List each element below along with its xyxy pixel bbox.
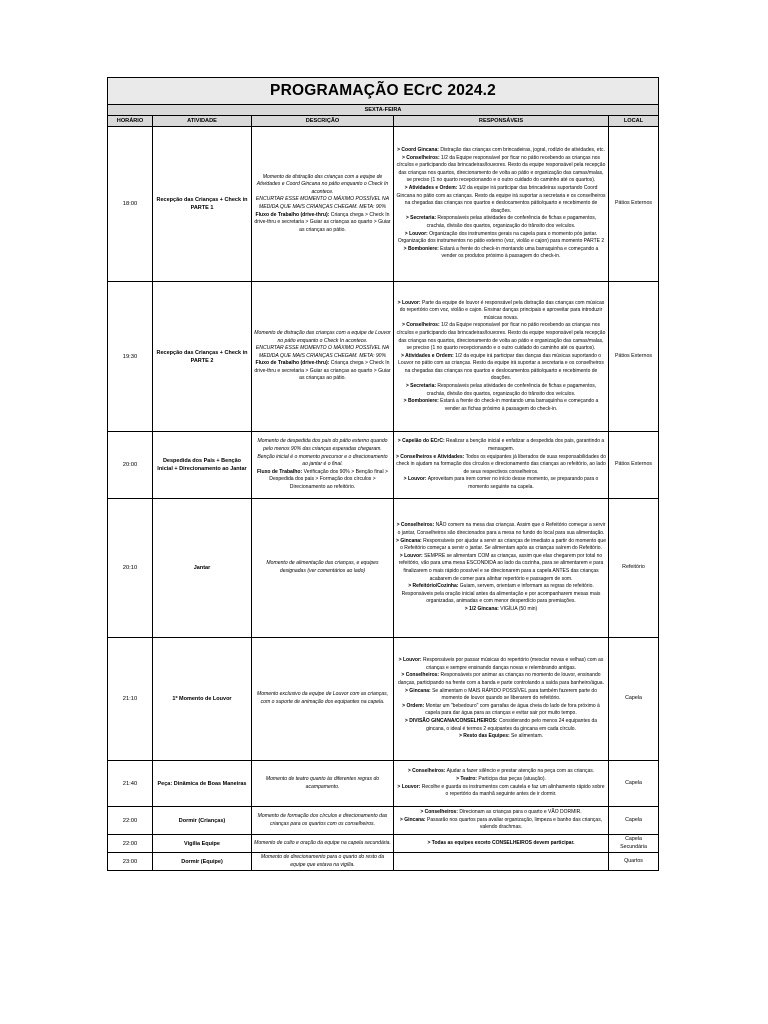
row-responsibles	[394, 282, 609, 432]
description-paragraph: Momento de distração das crianças com a equipe de Louvor no pátio enquanto o Check In acontece.	[254, 329, 391, 344]
responsible-item: > Todas as equipes exceto CONSELHEIROS devem participar.	[427, 839, 575, 846]
column-header-atividade: ATIVIDADE	[153, 116, 252, 127]
responsible-item: > Refeitório/Cozinha: Guiam, servem, orientam e informam as regras do refeitório. Responsáveis pela oração inicial antes da alimentação e por acompanharem mesas mais organizadas, animadas e com menor desperdício para premiações.	[401, 583, 601, 605]
description-paragraph: ENCURTAR ESSE MOMENTO O MÁXIMO POSSÍVEL NA MEDIDA QUE MAIS CRIANÇAS CHEGAM. META: 90%	[255, 345, 390, 359]
row-description	[252, 638, 394, 761]
row-location: Pátios Externos	[609, 127, 659, 282]
row-location: Capela	[609, 638, 659, 761]
description-paragraph: Fluxo de Trabalho: Verificação dos 90% > Benção final > Despedida dos pais > Formação dos círculos > Direcionamento ao refeitório.	[256, 468, 389, 490]
responsible-item: > Louvor: SEMPRE se alimentam COM as crianças, assim que elas chegarem por total no refeitório, vão para uma mesa ESCONDIDA ao lado da cozinha, para se alimentarem e para finalizarem o mais rápido possível e se direcionarem para a capela ANTES das crianças acabarem de comer para alinhar repertório e passagem de som.	[398, 552, 604, 582]
responsible-item: > Gincana: Responsáveis por ajudar a servir as crianças de imediato a partir do momento que o Refeitório começar a servir o jantar. Se alimentam após as crianças saírem do Refeitório.	[396, 537, 606, 552]
responsible-item: > Resto das Equipes: Se alimentam.	[458, 733, 544, 740]
responsible-item: > Louvor: Parte da equipe de louvor é responsável pela distração das crianças com músicas do repertório com voz, violão e cajon. Ensinar danças principais e aproveitar para introduzir músicas novas.	[397, 299, 605, 321]
row-activity: Recepção das Crianças + Check in PARTE 2	[153, 282, 252, 432]
responsible-item: > Capelão do ECrC: Realizar a benção inicial e enfatizar a despedida dos pais, garantindo a mensagem.	[397, 438, 605, 453]
table-body	[108, 127, 659, 871]
table-row	[108, 282, 659, 432]
responsible-item: > Coord Gincana: Distração das crianças com brincadeiras, jogral, rodízio de atividades, etc.	[397, 147, 605, 154]
responsible-item: > Bomboniere: Estará a frente do check-in montando uma barraquinha e começando a vender as fichas próximo à passagem do check-in.	[403, 398, 599, 412]
responsible-item: > Conselheiros e Atividades: Todos os equipantes já liberados de suas responsabilidades do check in ajudam na formação dos círculos e direcionamento das crianças ao refeitório, ao lado de seus respectivos conselheiros.	[396, 453, 606, 475]
row-time: 22:00	[108, 835, 153, 853]
row-location: Refeitório	[609, 499, 659, 638]
responsible-item: > Conselheiros: 1/2 da Equipe responsável por ficar no pátio recebendo as crianças nos círculos e participando das brincadeiras/louvores. Resto da equipe responsável pela recepção das crianças nos quartos, direcionamento de volta ao pátio e organização das camas/malas, se preciso (1 no quarto recepcionando e o outro cuidado do caminho até os quartos).	[396, 322, 606, 352]
table-row	[108, 835, 659, 853]
row-description	[252, 432, 394, 499]
responsible-item: > DIVISÃO GINCANA/CONSELHEIROS: Considerando pelo menos 24 equipantes da gincana, o ideal é termos 2 equipantes da gincana em cada círculo.	[404, 717, 598, 732]
table-row	[108, 127, 659, 282]
row-time: 21:40	[108, 761, 153, 807]
description-paragraph: Momento de teatro quanto às diferentes regras do acampamento.	[265, 775, 380, 790]
description-paragraph: Momento de culto e oração da equipe na capela secundária.	[254, 839, 391, 846]
day-label: SEXTA-FEIRA	[108, 105, 659, 116]
row-activity: Vigília Equipe	[153, 835, 252, 853]
row-time: 18:00	[108, 127, 153, 282]
responsible-item: > Louvor: Aproveitam para irem comer no início desse momento, se preparando para o momento seguinte na capela.	[403, 476, 599, 490]
table-row	[108, 761, 659, 807]
responsible-item: > Bomboniere: Estará a frente do check-in montando uma barraquinha e começando a vender os produtos próximo à passagem do check-in.	[403, 245, 599, 260]
responsible-item: > Atividades e Ordem: 1/2 da equipe irá participar das brincadeiras suportando Coord Gincana no pátio com as crianças. Resto da equipe irá suportar a secretaria e os conselheiros na chegadas das crianças nos quartos e deslocamentos pátio/quarto e recebimento de doações.	[396, 185, 606, 214]
row-activity: 1º Momento de Louvor	[153, 638, 252, 761]
page-title: PROGRAMAÇÃO ECrC 2024.2	[108, 78, 659, 105]
row-location: Capela	[609, 807, 659, 835]
row-time: 20:10	[108, 499, 153, 638]
column-header-descricao: DESCRIÇÃO	[252, 116, 394, 127]
description-paragraph: Momento exclusivo da equipe de Louvor com as crianças, com o suporte de animação dos equipantes na capela.	[256, 691, 389, 705]
row-activity: Dormir (Equipe)	[153, 853, 252, 871]
row-location: Capela Secundária	[609, 835, 659, 853]
table-row	[108, 432, 659, 499]
row-description	[252, 807, 394, 835]
responsible-item: > Gincana: Se alimentam o MAIS RÁPIDO POSSÍVEL para também fazerem parte do momento de louvor quando se liberarem do refeitório.	[405, 687, 597, 702]
row-responsibles	[394, 638, 609, 761]
row-responsibles	[394, 432, 609, 499]
row-responsibles	[394, 807, 609, 835]
column-header-local: LOCAL	[609, 116, 659, 127]
responsible-item: > Ordem: Montar um "bebedouro" com garrafas de água cheia do lado de fora próximo à capela para dar água para as crianças e evitar sair por muito tempo.	[402, 702, 600, 717]
row-time: 23:00	[108, 853, 153, 871]
row-description	[252, 761, 394, 807]
responsible-item: > Conselheiros: Responsáveis por animar as crianças no momento de louvor, ensinando danças, participando na frente com a banda e parte controlando a saída para banheiro/água.	[398, 672, 604, 687]
responsible-item: > Conselheiros: NÃO comem na mesa das crianças. Assim que o Refeitório começar a servir o jantar, Conselheiros são direcionados para a mesa no fundo do local para sua alimentação.	[396, 522, 606, 537]
column-header-horario: HORÁRIO	[108, 116, 153, 127]
row-activity: Recepção das Crianças + Check in PARTE 1	[153, 127, 252, 282]
description-paragraph: Momento de despedida dos pais do pátio externo quando pelo menos 90% das crianças esperadas chegaram. Benção inicial é o momento precursor e o direcionamento ao jantar é o final.	[257, 438, 388, 468]
table-header	[108, 116, 659, 127]
description-paragraph: Fluxo de Trabalho (drive-thru): Criança chega > Check In drive-thru e secretaria > Guiar as crianças ao quarto > Guiar as crianças ao pátio.	[254, 211, 391, 233]
responsible-item: > Louvor: Organização dos instrumentos gerais na capela para o momento pós jantar. Organização dos instrumentos no pátio externo (voz, violão e cajon) para momento PARTE 2	[397, 230, 605, 245]
row-time: 21:10	[108, 638, 153, 761]
responsible-item: > Secretaria: Responsáveis pelas atividades de conferência de fichas e pagamentos, crachás, divisão dos quartos, organização do trânsito dos veículos.	[405, 383, 597, 397]
row-activity: Despedida dos Pais + Benção Inicial + Direcionamento ao Jantar	[153, 432, 252, 499]
row-activity: Peça: Dinâmica de Boas Maneiras	[153, 761, 252, 807]
row-responsibles	[394, 835, 609, 853]
responsible-item: > Atividades e Ordem: 1/2 da equipe irá participar das danças das músicas suportando o Louvor no pátio com as crianças. Resto da equipe irá suportar a secretaria e os conselheiros na chegadas das crianças nos quartos e deslocamentos pátio/quarto e recebimento de doações.	[398, 352, 604, 382]
description-paragraph: Momento de distração das crianças com a equipe de Atividades e Coord Gincana no pátio enquanto o Check In acontece.	[256, 173, 389, 195]
row-description	[252, 127, 394, 282]
column-header-responsaveis: RESPONSÁVEIS	[394, 116, 609, 127]
row-time: 20:00	[108, 432, 153, 499]
row-location: Pátios Externos	[609, 282, 659, 432]
responsible-item: > Louvor: Recolhe e guarda os instrumentos com cautela e faz um alinhamento rápido sobre o repertório da manhã seguinte antes de ir dormir.	[397, 783, 605, 798]
row-activity: Jantar	[153, 499, 252, 638]
description-paragraph: Momento de formação dos círculos e direcionamento das crianças para os quartos com os conselheiros.	[257, 812, 388, 827]
table-row	[108, 638, 659, 761]
row-time: 22:00	[108, 807, 153, 835]
responsible-item: > Louvor: Responsáveis por passar músicas do repertório (mesclar novas e velhas) com as crianças e sempre ensinando danças novas e relembrando antigas.	[398, 657, 604, 671]
table-row	[108, 807, 659, 835]
row-responsibles	[394, 127, 609, 282]
row-responsibles	[394, 853, 609, 871]
responsible-item: > Conselheiros: 1/2 da Equipe responsável por ficar no pátio recebendo as crianças nos círculos e participando das brincadeiras/louvores. Resto da equipe responsável pela recepção das crianças nos quartos, direcionamento de volta ao pátio e organização das camas/malas, se preciso (1 no quarto recepcionando e o outro cuidado do caminho até os quartos).	[396, 154, 606, 184]
responsible-item: > Gincana: Passarão nos quartos para avaliar organização, limpeza e banho das crianças, valendo drachmas.	[399, 816, 603, 831]
row-responsibles	[394, 761, 609, 807]
row-responsibles	[394, 499, 609, 638]
row-description	[252, 835, 394, 853]
description-paragraph: ENCURTAR ESSE MOMENTO O MÁXIMO POSSÍVEL NA MEDIDA QUE MAIS CRIANÇAS CHEGAM. META: 90%	[255, 196, 390, 210]
responsible-item: > Teatro: Participa das peças (atuação).	[456, 775, 546, 782]
row-location: Capela	[609, 761, 659, 807]
table-row	[108, 499, 659, 638]
row-description	[252, 282, 394, 432]
description-paragraph: Momento de alimentação das crianças, e equipes designadas (ver comentários ao lado)	[266, 560, 379, 574]
row-time: 19:30	[108, 282, 153, 432]
table-row	[108, 853, 659, 871]
schedule-sheet	[107, 77, 658, 871]
row-activity: Dormir (Crianças)	[153, 807, 252, 835]
row-location: Quartos	[609, 853, 659, 871]
description-paragraph: Momento de direcionamento para o quarto do resto da equipe que estava na vigília.	[260, 853, 385, 868]
row-location: Pátios Externos	[609, 432, 659, 499]
row-description	[252, 499, 394, 638]
responsible-item: > Secretaria: Responsáveis pelas atividades de conferência de fichas e pagamentos, crachás, divisão dos quartos, organização do trânsito dos veículos.	[405, 215, 597, 229]
responsible-item: > 1/2 Gincana: VIGÍLIA (50 min)	[464, 605, 538, 612]
responsible-item: > Conselheiros: Direcionam as crianças para o quarto e VÃO DORMIR.	[420, 809, 582, 816]
row-description	[252, 853, 394, 871]
schedule-table	[107, 77, 659, 871]
responsible-item: > Conselheiros: Ajudar a fazer silêncio e prestar atenção na peça com as crianças.	[407, 768, 595, 775]
description-paragraph: Fluxo de Trabalho (drive-thru): Criança chega > Check In drive-thru e secretaria > Guiar as crianças ao quarto > Guiar as crianças ao pátio.	[254, 360, 391, 382]
